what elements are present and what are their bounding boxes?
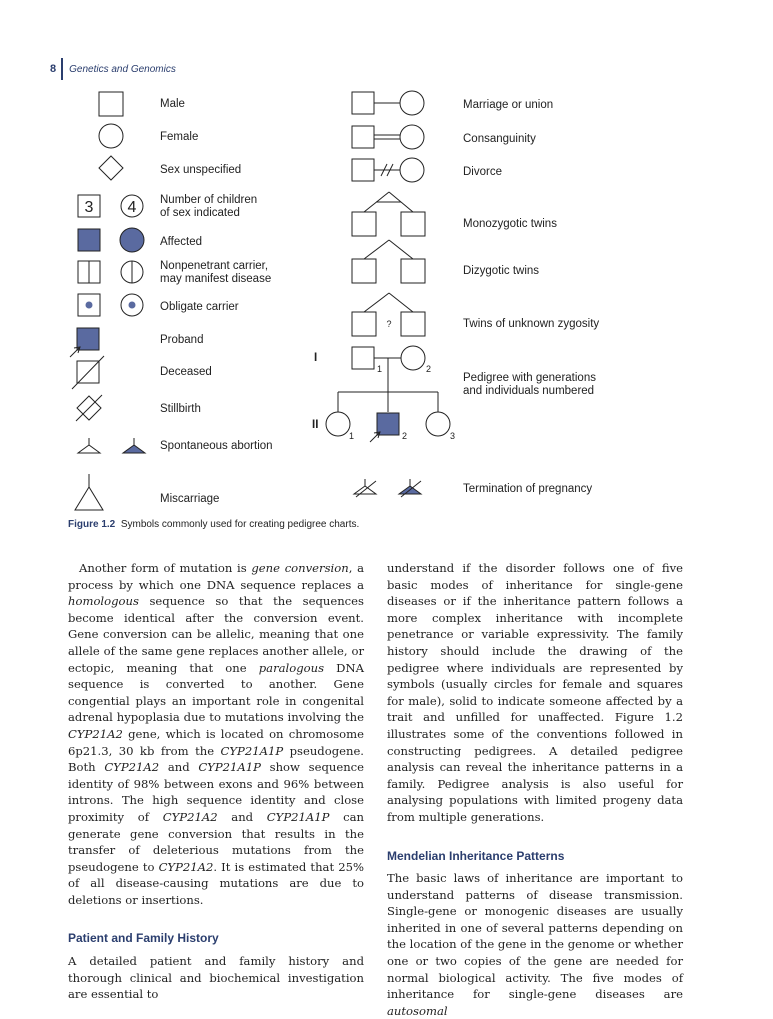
patient-family-history-heading: Patient and Family History bbox=[68, 931, 219, 946]
dizygotic-twins-symbol bbox=[352, 240, 425, 283]
right-text-column bbox=[387, 560, 683, 1019]
label-number-children-line1: Number of children bbox=[160, 194, 258, 206]
affected-female-symbol bbox=[120, 228, 144, 252]
pedigree-example bbox=[326, 346, 450, 442]
termination-of-pregnancy-symbol bbox=[354, 479, 421, 497]
unknown-zygosity-twins-symbol bbox=[352, 293, 425, 336]
unknown-zygosity-question-mark: ? bbox=[386, 319, 392, 329]
marriage-symbol bbox=[352, 91, 424, 115]
label-monozygotic-twins: Monozygotic twins bbox=[463, 218, 557, 230]
mendelian-inheritance-heading: Mendelian Inheritance Patterns bbox=[387, 848, 565, 863]
label-number-children-line2: of sex indicated bbox=[160, 207, 240, 219]
generation-two-label: II bbox=[312, 419, 319, 431]
female-symbol bbox=[99, 124, 123, 148]
patient-history-paragraph: A detailed patient and family history and thorough clinical and biochemical investigation are essential to bbox=[68, 954, 364, 1002]
monozygotic-twins-symbol bbox=[352, 192, 425, 236]
label-consanguinity: Consanguinity bbox=[463, 133, 536, 145]
miscarriage-symbol bbox=[75, 474, 103, 510]
individual-2-3-number: 3 bbox=[450, 431, 456, 441]
generation-one-label: I bbox=[314, 352, 318, 364]
label-pedigree-line1: Pedigree with generations bbox=[463, 372, 596, 384]
label-female: Female bbox=[160, 131, 199, 143]
label-pedigree-line2: and individuals numbered bbox=[463, 385, 595, 397]
label-dizygotic-twins: Dizygotic twins bbox=[463, 265, 540, 277]
label-nonpenetrant-line1: Nonpenetrant carrier, bbox=[160, 260, 269, 272]
individual-2-1-number: 1 bbox=[349, 431, 355, 441]
consanguinity-symbol bbox=[352, 125, 424, 149]
label-deceased: Deceased bbox=[160, 366, 212, 378]
label-male: Male bbox=[160, 98, 185, 110]
gene-conversion-paragraph: Another form of mutation is gene conversion, a process by which one DNA sequence replaces a homologous sequence so that the sequences become identical after the conversion event. Gene conversion can be allelic, meaning that one allele of the same gene replaces another allele, or ectopic, meaning that one paralogous DNA sequence is converted to another. Gene congential plays an important role in congenital adrenal hypoplasia due to mutations involving the CYP21A2 gene, which is located on chromosome 6p21.3, 30 kb from the CYP21A1P pseudogene. Both CYP21A2 and CYP21A1P show sequence identity of 98% between exons and 96% between introns. The high sequence identity and close proximity of CYP21A2 and CYP21A1P can generate gene conversion that results in the transfer of deleterious mutations from the pseudogene to CYP21A2. It is estimated that 25% of all disease-causing mutations are due to deletions or insertions. bbox=[68, 561, 365, 907]
label-obligate-carrier: Obligate carrier bbox=[160, 301, 239, 313]
female-count-text: 4 bbox=[127, 199, 137, 216]
male-symbol bbox=[99, 92, 123, 116]
label-sex-unspecified: Sex unspecified bbox=[160, 164, 242, 176]
label-stillbirth: Stillbirth bbox=[160, 403, 201, 415]
male-count-text: 3 bbox=[84, 199, 94, 216]
individual-1-2-number: 2 bbox=[426, 364, 432, 374]
label-nonpenetrant-line2: may manifest disease bbox=[160, 273, 272, 285]
label-divorce: Divorce bbox=[463, 166, 502, 178]
spontaneous-abortion-symbol bbox=[78, 438, 145, 453]
divorce-symbol bbox=[352, 158, 424, 182]
label-termination-of-pregnancy: Termination of pregnancy bbox=[463, 483, 593, 495]
label-marriage: Marriage or union bbox=[463, 99, 554, 111]
label-miscarriage: Miscarriage bbox=[160, 493, 220, 505]
figure-caption-text: Symbols commonly used for creating pedigree charts. bbox=[120, 519, 360, 530]
label-affected: Affected bbox=[160, 236, 202, 248]
affected-male-symbol bbox=[78, 229, 100, 251]
figure-caption-label: Figure 1.2 bbox=[68, 519, 116, 530]
inheritance-laws-paragraph: The basic laws of inheritance are important to understand patterns of disease transmission. Single-gene or monogenic diseases are usually inherited in one of several patterns depending on the location of the gene in the genome or whether one or two copies of the gene are needed for normal biological activity. The five modes of inheritance for single-gene diseases are autosomal bbox=[387, 871, 683, 1018]
individual-2-2-number: 2 bbox=[402, 431, 408, 441]
label-unknown-zygosity-twins: Twins of unknown zygosity bbox=[463, 318, 600, 330]
pedigree-paragraph: understand if the disorder follows one of five basic modes of inheritance for single-gene diseases or if the inheritance pattern follows a more complex inheritance with incomplete penetrance or variable expressivity. The family history should include the drawing of the pedigree where individuals are represented by symbols (usually circles for female and squares for male), solid to indicate someone affected by a trait and unfilled for unaffected. Figure 1.2 illustrates some of the conventions followed in constructing pedigrees. A detailed pedigree analysis can reveal the inheritance patterns in a family. Pedigree analysis is also useful for analysing populations with limited progeny data from multiple generations. bbox=[387, 561, 683, 824]
figure-caption bbox=[68, 519, 359, 530]
label-proband: Proband bbox=[160, 334, 204, 346]
left-text-column bbox=[68, 560, 364, 1003]
page-number: 8 bbox=[50, 63, 57, 75]
sex-unspecified-symbol bbox=[99, 156, 123, 180]
running-title: Genetics and Genomics bbox=[69, 63, 176, 75]
individual-1-1-number: 1 bbox=[377, 364, 383, 374]
label-spontaneous-abortion: Spontaneous abortion bbox=[160, 440, 273, 452]
